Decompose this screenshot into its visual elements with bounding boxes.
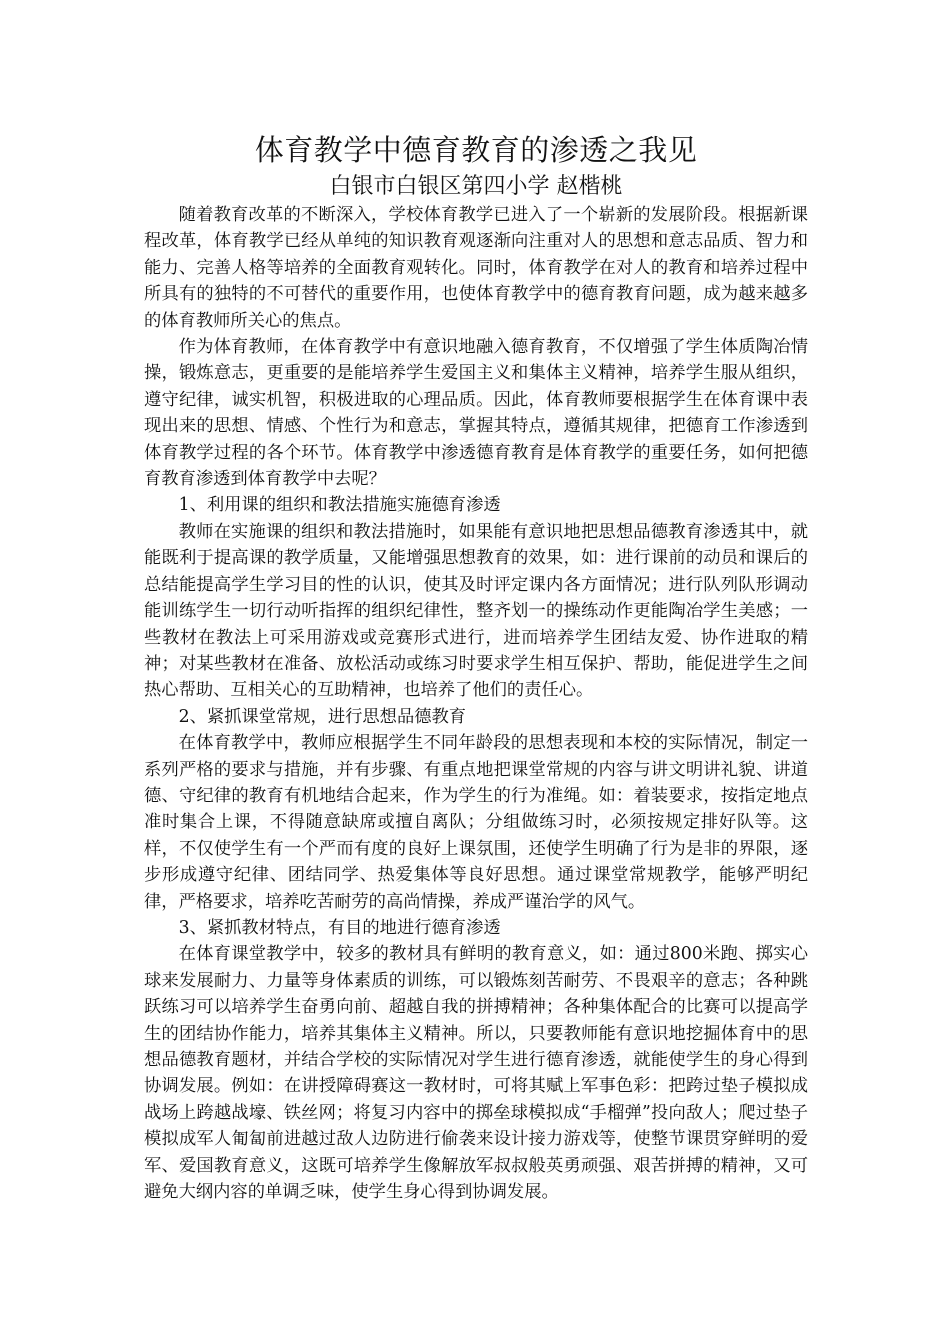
section-heading-1: 1、利用课的组织和教法措施实施德育渗透 — [178, 495, 501, 516]
author-line: 白银市白银区第四小学 赵楷桃 — [329, 174, 623, 199]
section-heading-2: 2、紧抓课堂常规，进行思想品德教育 — [178, 706, 467, 727]
section-heading-3: 3、紧抓教材特点，有目的地进行德育渗透 — [178, 917, 501, 938]
section-body-2: 在体育教学中，教师应根据学生不同年龄段的思想表现和本校的实际情况，制定一系列严格的要求与措施，并有步骤、有重点地把课堂常规的内容与讲文明讲礼貌、讲道德、守纪律的教育有机地结合起来，作为学生的行为准绳。如：着装要求，按指定地点准时集合上课，不得随意缺席或擅自离队；分组做练习时，必须按规定排好队等。这样，不仅使学生有一个严而有度的良好上课氛围，还使学生明确了行为是非的界限，逐步形成遵守纪律、团结同学、热爱集体等良好思想。通过课堂常规教学，能够严明纪律，严格要求，培养吃苦耐劳的高尚情操，养成严谨治学的风气。 — [144, 733, 808, 912]
section-body-3: 在体育课堂教学中，较多的教材具有鲜明的教育意义，如：通过800米跑、掷实心球来发展耐力、力量等身体素质的训练，可以锻炼刻苦耐劳、不畏艰辛的意志；各种跳跃练习可以培养学生奋勇向前、超越自我的拼搏精神；各种集体配合的比赛可以提高学生的团结协作能力，培养其集体主义精神。所以，只要教师能有意识地挖掘体育中的思想品德教育题材，并结合学校的实际情况对学生进行德育渗透，就能使学生的身心得到协调发展。例如：在讲授障碍赛这一教材时，可将其赋上军事色彩：把跨过垫子模拟成战场上跨越战壕、铁丝网；将复习内容中的掷垒球模拟成“手榴弹”投向敌人；爬过垫子模拟成军人匍匐前进越过敌人边防进行偷袭来设计接力游戏等，使整节课贯穿鲜明的爱军、爱国教育意义，这既可培养学生像解放军叔叔般英勇顽强、艰苦拼搏的精神，又可避免大纲内容的单调乏味，使学生身心得到协调发展。 — [144, 944, 808, 1203]
intro-paragraph-2: 作为体育教师，在体育教学中有意识地融入德育教育，不仅增强了学生体质陶冶情操，锻炼意志，更重要的是能培养学生爱国主义和集体主义精神，培养学生服从组织，遵守纪律，诚实机智，积极进取的心理品质。因此，体育教师要根据学生在体育课中表现出来的思想、情感、个性行为和意志，掌握其特点，遵循其规律，把德育工作渗透到体育教学过程的各个环节。体育教学中渗透德育教育是体育教学的重要任务，如何把德育教育渗透到体育教学中去呢？ — [144, 337, 808, 490]
document-title: 体育教学中德育教育的渗透之我见 — [254, 133, 698, 167]
section-body-1: 教师在实施课的组织和教法措施时，如果能有意识地把思想品德教育渗透其中，就能既利于提高课的教学质量，又能增强思想教育的效果，如：进行课前的动员和课后的总结能提高学生学习目的性的认识，使其及时评定课内各方面情况；进行队列队形调动能训练学生一切行动听指挥的组织纪律性，整齐划一的操练动作更能陶冶学生美感；一些教材在教法上可采用游戏或竞赛形式进行，进而培养学生团结友爱、协作进取的精神；对某些教材在准备、放松活动或练习时要求学生相互保护、帮助，能促进学生之间热心帮助、互相关心的互助精神，也培养了他们的责任心。 — [144, 521, 808, 701]
intro-paragraph-1: 随着教育改革的不断深入，学校体育教学已进入了一个崭新的发展阶段。根据新课程改革，体育教学已经从单纯的知识教育观逐渐向注重对人的思想和意志品质、智力和能力、完善人格等培养的全面教育观转化。同时，体育教学在对人的教育和培养过程中所具有的独特的不可替代的重要作用，也使体育教学中的德育教育问题，成为越来越多的体育教师所关心的焦点。 — [144, 205, 808, 331]
document-page — [144, 128, 808, 1205]
